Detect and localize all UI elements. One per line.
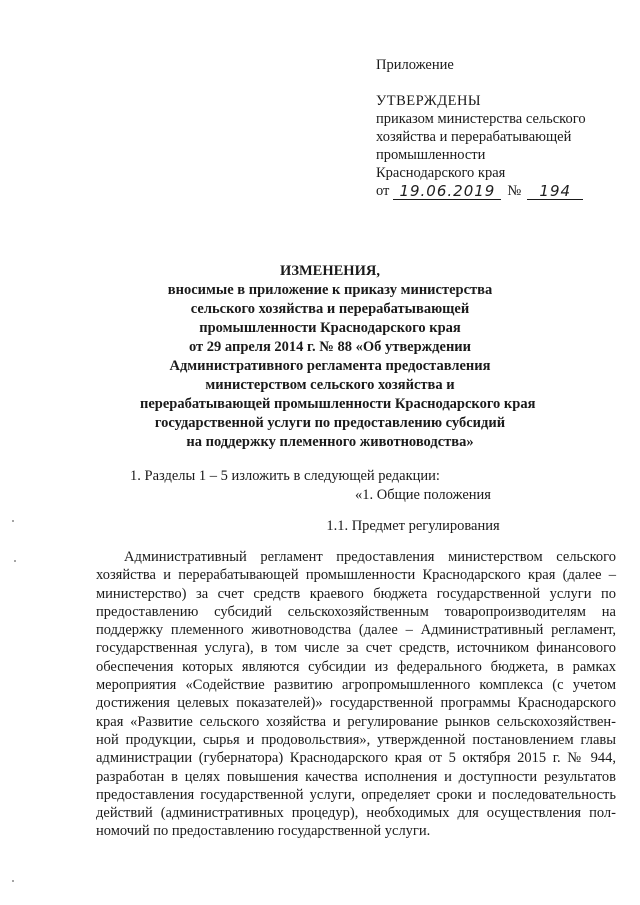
- heading-line: перерабатывающей промышленности Краснодарского края: [140, 396, 536, 412]
- paragraph-line: достижения целевых показателей)» государственной программы Краснодарского: [96, 695, 616, 712]
- order-date-number: [376, 182, 616, 200]
- subsection-title: 1.1. Предмет регулирования: [326, 518, 500, 534]
- paragraph-line: предоставления государственной услуги, определяет сроки и последовательность: [96, 786, 616, 803]
- paragraph-line: поддержку племенного животноводства (далее – Административный регламент,: [96, 622, 616, 639]
- scan-speck: [14, 560, 16, 562]
- paragraph-line: предоставлению субсидий сельскохозяйственным товаропроизводителям на: [96, 603, 616, 620]
- heading-line: государственной услуги по предоставлению субсидий: [154, 415, 506, 431]
- number-prefix: №: [507, 183, 522, 199]
- heading-line: ИЗМЕНЕНИЯ,: [280, 263, 380, 279]
- paragraph-line: министерство) за счет средств краевого бюджета государственной услуги по: [96, 585, 616, 602]
- paragraph-line: государственная услуга), в том числе за счет средств, источником финансового: [96, 640, 616, 657]
- heading-line: промышленности Краснодарского края: [199, 320, 461, 336]
- handwritten-date: 19.06.2019: [393, 183, 501, 200]
- appendix-label: Приложение: [376, 57, 454, 73]
- date-prefix: от: [376, 183, 390, 199]
- paragraph-line: разработан в целях повышения качества исполнения и доступности результатов: [96, 768, 616, 785]
- heading-line: Административного регламента предоставления: [169, 358, 491, 374]
- body-intro: [116, 467, 620, 536]
- heading-line: от 29 апреля 2014 г. № 88 «Об утверждении: [188, 339, 472, 355]
- paragraph-line: действий (административных процедур), необходимых для осуществления пол-: [96, 805, 616, 822]
- approval-line: хозяйства и перерабатывающей: [376, 129, 572, 145]
- section-title: «1. Общие положения: [355, 487, 491, 503]
- document-heading: [140, 262, 536, 452]
- approval-line: промышленности: [376, 147, 486, 163]
- regulation-paragraph: [96, 548, 616, 841]
- heading-line: министерством сельского хозяйства и: [205, 377, 455, 393]
- approval-block: [376, 56, 616, 200]
- paragraph-line: обеспечения которых являются субсидии из федерального бюджета, в рамках: [96, 658, 616, 675]
- paragraph-line: ной продукции, сырья и продовольствия», утвержденной постановлением главы: [96, 731, 616, 748]
- approved-label: УТВЕРЖДЕНЫ: [376, 93, 482, 109]
- paragraph-line: номочий по предоставлению государственной услуги.: [96, 823, 431, 840]
- approval-line: приказом министерства сельского: [376, 111, 586, 127]
- item-1: 1. Разделы 1 – 5 изложить в следующей редакции:: [130, 468, 440, 484]
- paragraph-line: администрации (губернатора) Краснодарского края от 5 октября 2015 г. № 944,: [96, 750, 616, 767]
- handwritten-number: 194: [527, 183, 583, 200]
- heading-line: вносимые в приложение к приказу министерства: [167, 282, 493, 298]
- approval-line: Краснодарского края: [376, 165, 506, 181]
- scan-speck: [12, 520, 14, 522]
- heading-line: на поддержку племенного животноводства»: [186, 434, 474, 450]
- paragraph-line: Административный регламент предоставления министерством сельского: [124, 549, 616, 565]
- paragraph-line: мероприятия «Содействие развитию агропромышленного комплекса (с учетом: [96, 677, 616, 694]
- heading-line: сельского хозяйства и перерабатывающей: [190, 301, 470, 317]
- scan-speck: [12, 880, 14, 882]
- paragraph-line: хозяйства и перерабатывающей промышленности Краснодарского края (далее –: [96, 567, 616, 584]
- paragraph-line: края «Развитие сельского хозяйства и регулирование рынков сельскохозяйствен-: [96, 713, 616, 730]
